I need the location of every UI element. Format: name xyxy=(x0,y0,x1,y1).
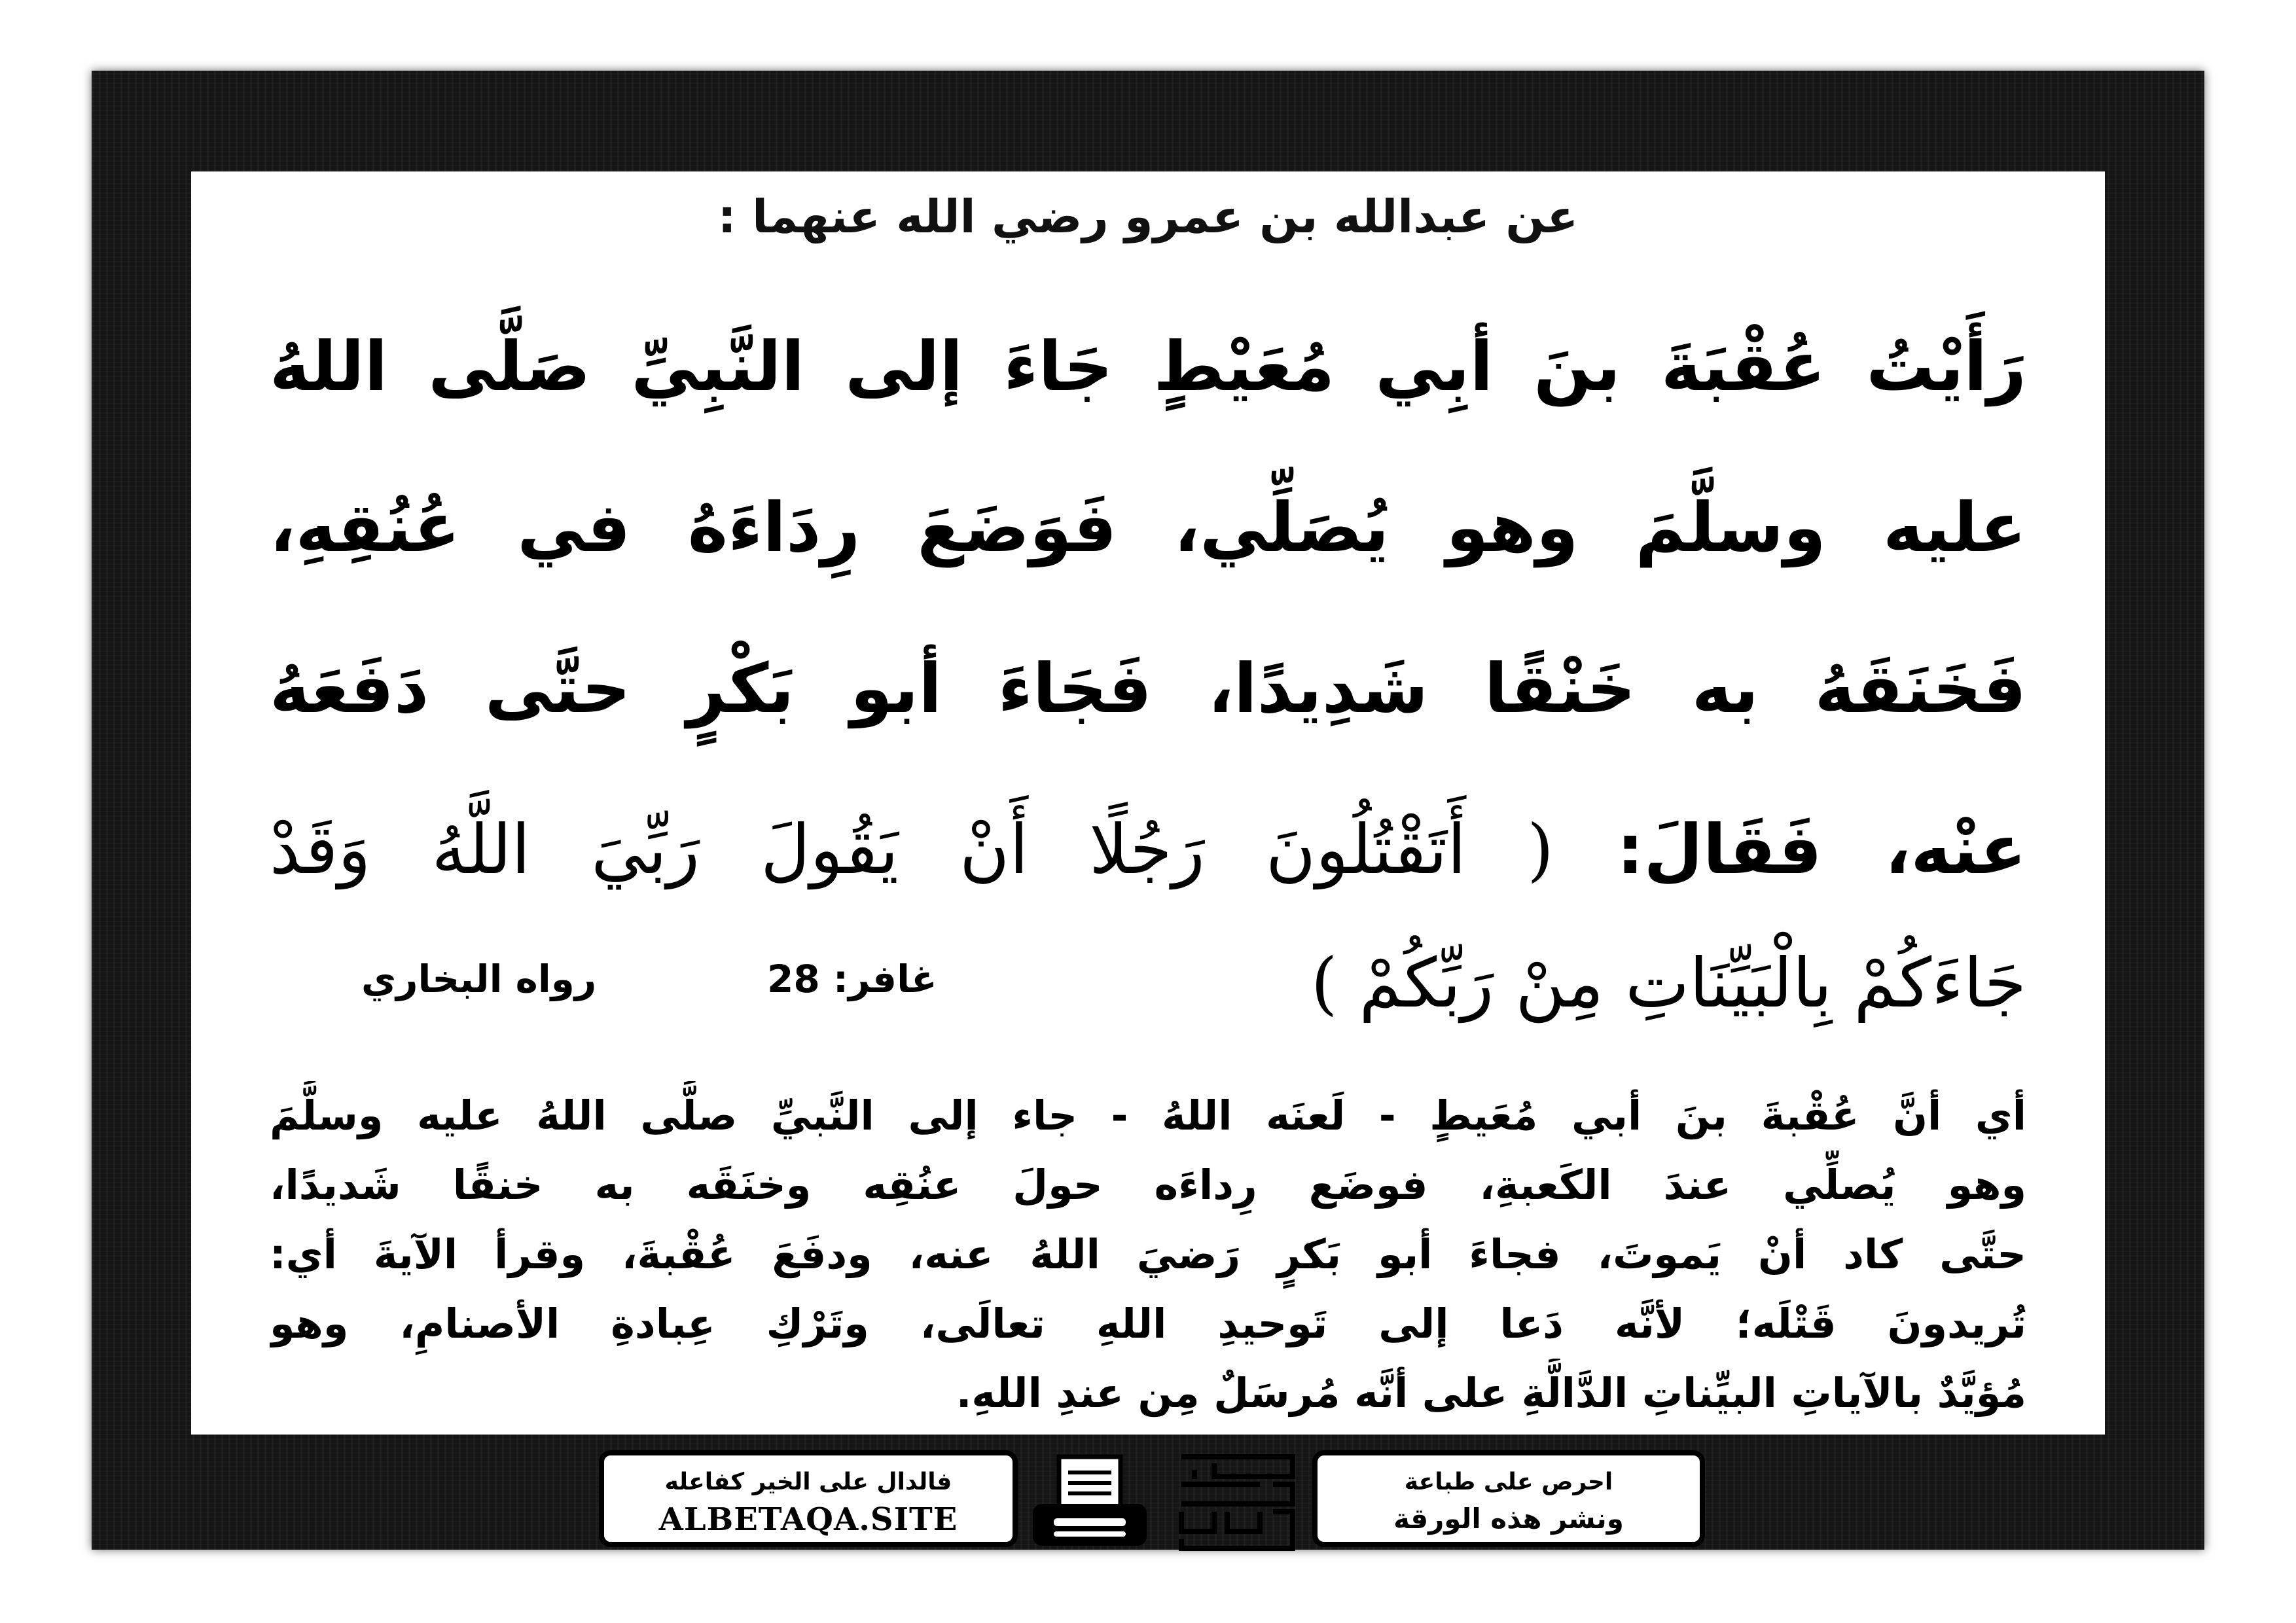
footer-print-line-2: ونشر هذه الورقة xyxy=(1393,1503,1624,1535)
hadith-line-4-start: عنْه، فَقَالَ: xyxy=(1616,810,2026,889)
hadith-line-1: رَأَيْتُ عُقْبَةَ بنَ أبِي مُعَيْطٍ جَاءَ إلى النَّبِيِّ صَلَّى اللهُ xyxy=(270,327,2026,406)
verse-end-line xyxy=(270,931,2026,1035)
footer-print-box xyxy=(1312,1450,1705,1547)
verse-start: ( أَتَقْتُلُونَ رَجُلًا أَنْ يَقُولَ رَبِّيَ اللَّهُ وَقَدْ xyxy=(270,810,1554,889)
hadith-line-3: فَخَنَقَهُ به خَنْقًا شَدِيدًا، فَجَاءَ أبو بَكْرٍ حتَّى دَفَعَهُ xyxy=(270,649,2026,728)
footer-motto: فالدال على الخير كفاعله xyxy=(664,1469,952,1495)
explanation-line-3: حتَّى كاد أنْ يَموتَ، فجاءَ أبو بَكرٍ رَضيَ اللهُ عنه، ودفَعَ عُقْبةَ، وقرأ الآيةَ أي: xyxy=(270,1230,2026,1278)
hadith-text xyxy=(270,286,2026,930)
printer-icon xyxy=(1028,1450,1152,1555)
verse-reference: غافر: 28 xyxy=(767,957,937,1001)
explanation-line-5: مُؤيَّدٌ بالآياتِ البيِّناتِ الدَّالَّةِ على أنَّه مُرسَلٌ مِن عندِ اللهِ. xyxy=(956,1369,2026,1417)
footer-print-line-1: احرص على طباعة xyxy=(1404,1469,1613,1495)
explanation-text xyxy=(270,1081,2026,1428)
explanation-line-2: وهو يُصلِّي عندَ الكَعبةِ، فوضَع رِداءَه حولَ عنُقِه وخنَقَه به خنقًا شَديدًا، xyxy=(270,1161,2026,1209)
narrator: رواه البخاري xyxy=(361,957,597,1001)
verse-end: جَاءَكُمْ بِالْبَيِّنَاتِ مِنْ رَبِّكُمْ ) xyxy=(1310,943,2026,1023)
hadith-heading: عن عبدالله بن عمرو رضي الله عنهما : xyxy=(717,190,1579,243)
footer-site-box[interactable] xyxy=(599,1450,1018,1547)
card-paper xyxy=(191,171,2105,1435)
explanation-line-1: أي أنَّ عُقْبةَ بنَ أبي مُعَيطٍ - لَعنَه اللهُ - جاء إلى النَّبيِّ صلَّى اللهُ عليه وسلَّمَ xyxy=(270,1092,2026,1139)
dawah-card-logo xyxy=(1175,1450,1299,1555)
hadith-line-2: عليه وسلَّمَ وهو يُصَلِّي، فَوَضَعَ رِدَاءَهُ في عُنُقِهِ، xyxy=(270,488,2026,567)
explanation-line-4: تُريدونَ قَتْلَه؛ لأنَّه دَعا إلى تَوحيدِ اللهِ تعالَى، وتَرْكِ عِبادةِ الأصنامِ، وهو xyxy=(270,1300,2026,1347)
hadith-line-4 xyxy=(270,769,2026,930)
footer-site-link[interactable]: ALBETAQA.SITE xyxy=(658,1501,958,1538)
footer-bar xyxy=(599,1450,1705,1555)
